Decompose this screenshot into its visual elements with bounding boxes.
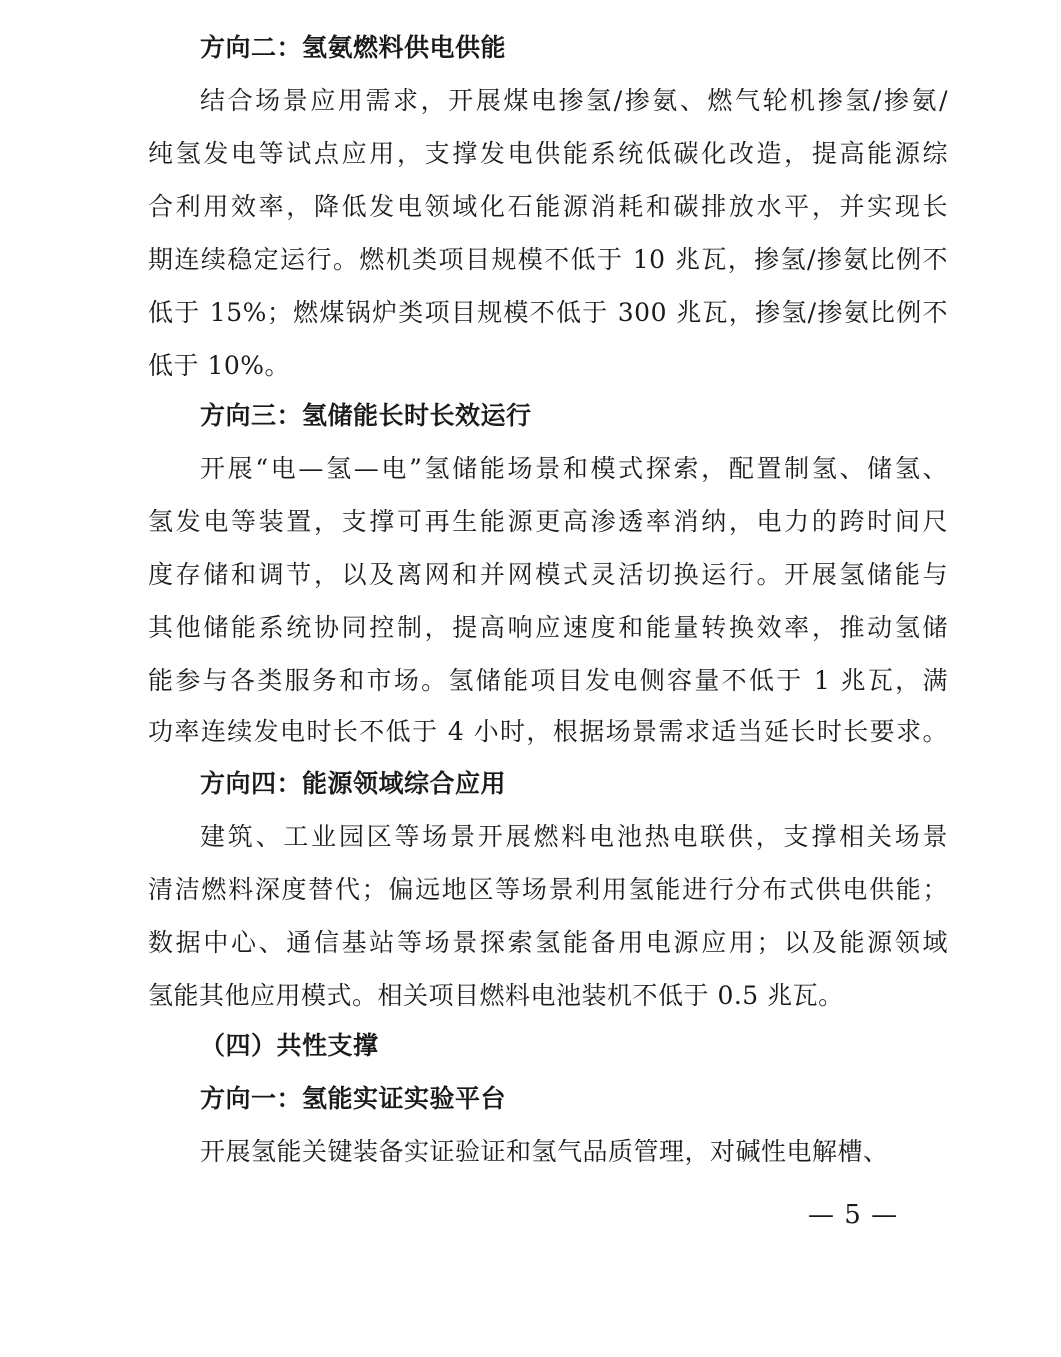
paragraph-line: 其他储能系统协同控制，提高响应速度和能量转换效率，推动氢储: [148, 613, 948, 642]
paragraph-line: 低于 10%。: [148, 351, 291, 380]
paragraph-line: 清洁燃料深度替代；偏远地区等场景利用氢能进行分布式供电供能；: [148, 875, 948, 904]
paragraph-line: 氢能其他应用模式。相关项目燃料电池装机不低于 0.5 兆瓦。: [148, 981, 844, 1010]
paragraph-line: 合利用效率，降低发电领域化石能源消耗和碳排放水平，并实现长: [148, 192, 948, 221]
paragraph-line: 开展“电—氢—电”氢储能场景和模式探索，配置制氢、储氢、: [200, 454, 948, 483]
paragraph-line: 氢发电等装置，支撑可再生能源更高渗透率消纳，电力的跨时间尺: [148, 507, 948, 536]
paragraph-line: 纯氢发电等试点应用，支撑发电供能系统低碳化改造，提高能源综: [148, 139, 948, 168]
section-heading: 方向一：氢能实证实验平台: [200, 1084, 507, 1113]
subsection-heading: （四）共性支撑: [200, 1031, 379, 1060]
paragraph-line: 开展氢能关键装备实证验证和氢气品质管理，对碱性电解槽、: [200, 1137, 889, 1166]
section-heading: 方向三：氢储能长时长效运行: [200, 401, 532, 430]
paragraph-line: 低于 15%；燃煤锅炉类项目规模不低于 300 兆瓦，掺氢/掺氨比例不: [148, 298, 948, 327]
section-heading: 方向二：氢氨燃料供电供能: [200, 33, 507, 62]
paragraph-line: 建筑、工业园区等场景开展燃料电池热电联供，支撑相关场景: [200, 822, 948, 851]
paragraph-line: 期连续稳定运行。燃机类项目规模不低于 10 兆瓦，掺氢/掺氨比例不: [148, 245, 948, 274]
paragraph-line: 功率连续发电时长不低于 4 小时，根据场景需求适当延长时长要求。: [148, 717, 948, 746]
paragraph-line: 数据中心、通信基站等场景探索氢能备用电源应用；以及能源领域: [148, 928, 948, 957]
paragraph-line: 结合场景应用需求，开展煤电掺氢/掺氨、燃气轮机掺氢/掺氨/: [200, 86, 948, 115]
paragraph-line: 能参与各类服务和市场。氢储能项目发电侧容量不低于 1 兆瓦，满: [148, 666, 948, 695]
paragraph-line: 度存储和调节，以及离网和并网模式灵活切换运行。开展氢储能与: [148, 560, 948, 589]
section-heading: 方向四：能源领域综合应用: [200, 769, 507, 798]
page-number: — 5 —: [808, 1200, 899, 1230]
